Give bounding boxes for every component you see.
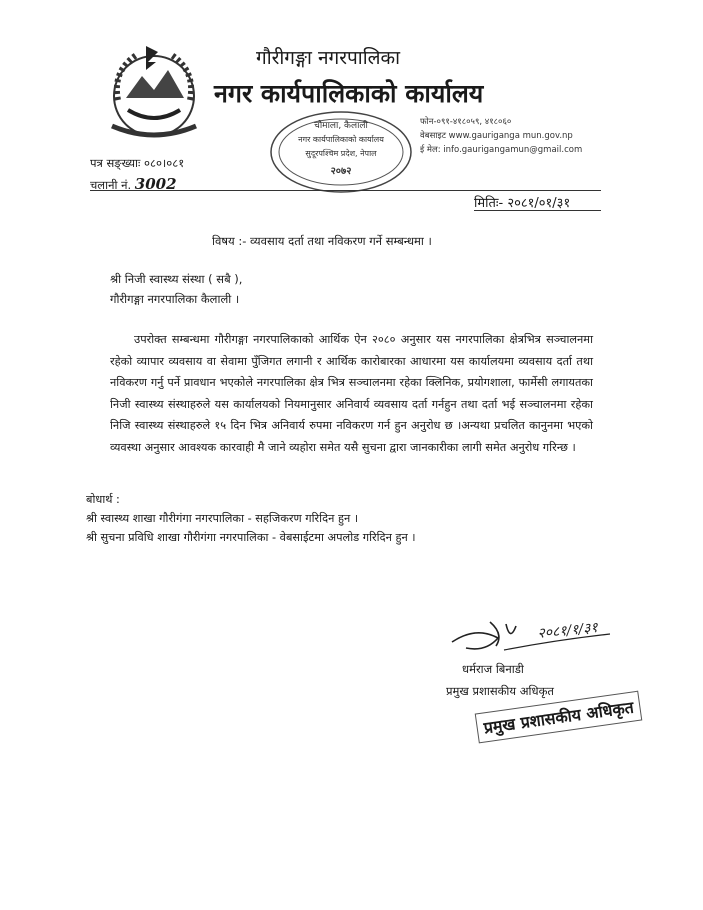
cc-line-1: श्री स्वास्थ्य शाखा गौरीगंगा नगरपालिका - सहजिकरण गरिदिन हुन ।: [86, 512, 359, 525]
post-seal: प्रमुख प्रशासकीय अधिकृत: [475, 691, 643, 744]
addressee-line-1: श्री निजी स्वास्थ्य संस्था ( सबै ),: [110, 272, 243, 286]
header-divider: [90, 190, 601, 191]
stamp-line-1: चौमाला, कैलाली: [314, 121, 368, 131]
office-name: नगर कार्यपालिकाको कार्यालय: [214, 79, 484, 108]
letter-subject: विषय :- व्यवसाय दर्ता तथा नविकरण गर्ने सम्बन्धमा ।: [212, 234, 432, 248]
chalani-label: चलानी नं.: [90, 178, 132, 192]
cc-label: बोधार्थ :: [86, 493, 120, 506]
stamp-line-3: सुदूरपश्चिम प्रदेश, नेपाल: [305, 149, 377, 158]
municipality-name: गौरीगङ्गा नगरपालिका: [256, 47, 401, 69]
addressee-line-2: गौरीगङ्गा नगरपालिका कैलाली ।: [110, 292, 240, 306]
office-stamp: [268, 108, 414, 196]
stamp-line-2: नगर कार्यपालिकाको कार्यालय: [298, 135, 384, 144]
contact-phone: फोन-०९१-४१८०५९, ४१८०६०: [420, 117, 512, 127]
letter-body: उपरोक्त सम्बन्धमा गौरीगङ्गा नगरपालिकाको आर्थिक ऐन २०८० अनुसार यस नगरपालिका क्षेत्रभित्र सञ्चालनमा रहेको व्यापार व्यवसाय वा सेवामा पुँजिगत लगानी र आर्थिक कारोबारका आधारमा यस कार्यालयमा व्यवसाय दर्ता तथा नविकरण गर्नु पर्ने प्रावधान भएकोले नगरपालिका क्षेत्र भित्र सञ्चालनमा रहेका क्लिनिक, प्रयोगशाला, फार्मेसी लगायतका निजी स्वास्थ्य संस्थाहरुले यस कार्यालयको नियमानुसार अनिवार्य व्यवसाय दर्ता गर्नहुन तथा दर्ता भई सञ्चालनमा रहेका निजि स्वास्थ्य संस्थाहरुले १५ दिन भित्र अनिवार्य रुपमा नविकरण गर्न हुन अनुरोध छ ।अन्यथा प्रचलित कानुनमा भएको व्यवस्था अनुसार आवश्यक कारवाही मै जाने व्यहोरा समेत यसै सुचना द्वारा जानकारीका लागी समेत अनुरोध गरिन्छ ।: [110, 333, 593, 454]
chalani-number: 3002: [134, 175, 177, 193]
contact-email: ई मेल: info.gaurigangamun@gmail.com: [420, 145, 583, 155]
letter-date: मितिः- २०८१/०१/३१: [474, 196, 571, 211]
signature-date: २०८१/१/३१: [536, 619, 599, 642]
signatory-name: धर्मराज बिनाडी: [462, 662, 524, 676]
signature: [446, 612, 616, 668]
stamp-year: २०७२: [330, 166, 352, 177]
signatory-post: प्रमुख प्रशासकीय अधिकृत: [446, 684, 554, 698]
patra-sankhya: पत्र सङ्ख्याः ०८०।०८१: [90, 156, 185, 170]
date-underline: [474, 210, 601, 211]
cc-line-2: श्री सुचना प्रविधि शाखा गौरीगंगा नगरपालिका - वेबसाईटमा अपलोड गरिदिन हुन ।: [86, 531, 416, 544]
nepal-emblem-icon: [98, 40, 210, 146]
contact-website: वेबसाइट www.gauriganga mun.gov.np: [420, 131, 573, 141]
